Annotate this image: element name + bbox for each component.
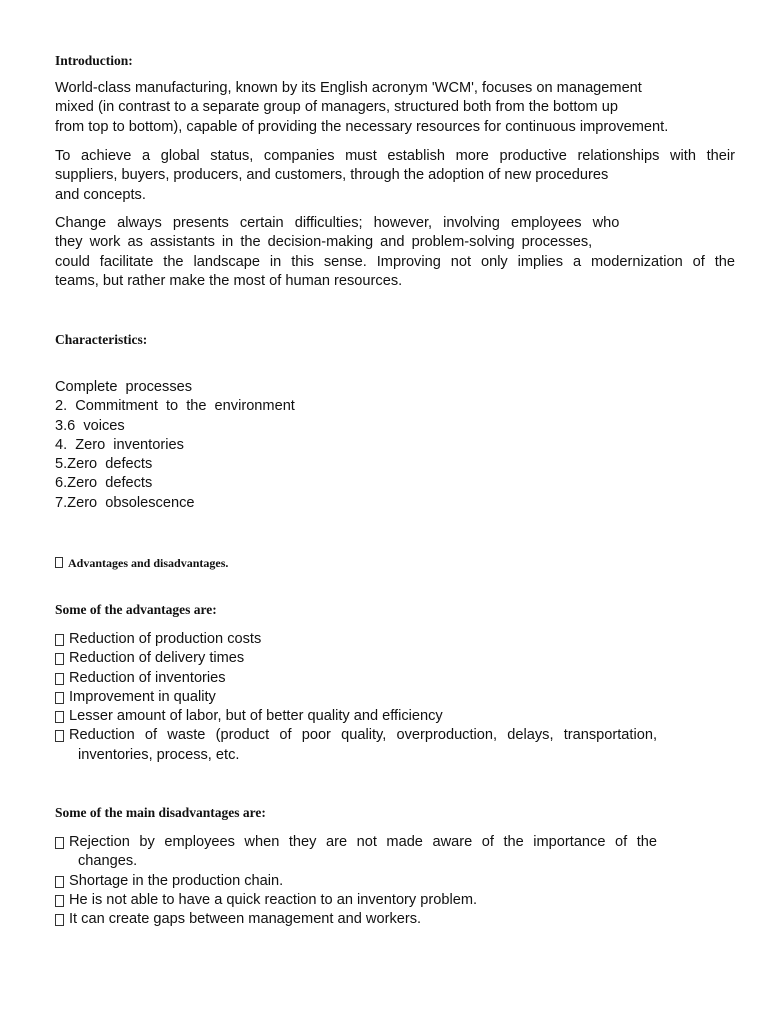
characteristics-heading: Characteristics: bbox=[55, 332, 148, 347]
introduction-heading: Introduction: bbox=[55, 53, 133, 68]
disadvantages-list bbox=[55, 833, 735, 929]
list-item: It can create gaps between management and workers. bbox=[55, 910, 657, 929]
text-line: World-class manufacturing, known by its English acronym 'WCM', focuses on management bbox=[55, 80, 642, 96]
text-line: they work as assistants in the decision-making and problem-solving processes, bbox=[55, 234, 593, 251]
bullet-box-icon bbox=[55, 730, 64, 742]
intro-paragraph-3 bbox=[55, 214, 735, 292]
list-item: Shortage in the production chain. bbox=[55, 872, 657, 891]
characteristics-list bbox=[55, 378, 735, 513]
bullet-box-icon bbox=[55, 895, 64, 907]
list-item: Complete processes bbox=[55, 379, 193, 395]
list-item: Reduction of production costs bbox=[55, 630, 657, 649]
text-line: To achieve a global status, companies must establish more productive relationships with their bbox=[55, 148, 735, 164]
advantages-heading: Some of the advantages are: bbox=[55, 602, 217, 617]
bullet-box-icon bbox=[55, 837, 64, 849]
list-item: Reduction of inventories bbox=[55, 669, 657, 688]
intro-paragraph-2 bbox=[55, 147, 735, 205]
intro-paragraph-1 bbox=[55, 79, 735, 137]
advantages-disadvantages-heading: Advantages and disadvantages. bbox=[55, 555, 228, 571]
text-line: and concepts. bbox=[55, 186, 146, 203]
disadvantages-heading: Some of the main disadvantages are: bbox=[55, 805, 266, 820]
text-line: suppliers, buyers, producers, and customers, through the adoption of new procedures bbox=[55, 167, 609, 184]
bullet-box-icon bbox=[55, 634, 64, 646]
list-item: Reduction of delivery times bbox=[55, 649, 657, 668]
list-item: He is not able to have a quick reaction to an inventory problem. bbox=[55, 891, 657, 910]
bullet-box-icon bbox=[55, 673, 64, 685]
text-line: mixed (in contrast to a separate group of managers, structured both from the bottom up bbox=[55, 99, 618, 116]
bullet-box-icon bbox=[55, 711, 64, 723]
list-item: Lesser amount of labor, but of better quality and efficiency bbox=[55, 707, 657, 726]
list-item: 7.Zero obsolescence bbox=[55, 494, 195, 511]
list-item: 3.6 voices bbox=[55, 417, 125, 434]
list-item: 6.Zero defects bbox=[55, 475, 153, 492]
bullet-box-icon bbox=[55, 557, 63, 568]
bullet-box-icon bbox=[55, 692, 64, 704]
bullet-box-icon bbox=[55, 876, 64, 888]
list-item: Improvement in quality bbox=[55, 688, 657, 707]
bullet-box-icon bbox=[55, 653, 64, 665]
text-line: from top to bottom), capable of providing the necessary resources for continuous improvement. bbox=[55, 118, 669, 135]
advantages-list bbox=[55, 630, 735, 765]
bullet-box-icon bbox=[55, 914, 64, 926]
text-line: could facilitate the landscape in this sense. Improving not only implies a modernization of the bbox=[55, 253, 735, 270]
text-line: teams, but rather make the most of human resources. bbox=[55, 273, 403, 290]
list-item: Rejection by employees when they are not made aware of the importance of the changes. bbox=[55, 833, 657, 872]
list-item: 2. Commitment to the environment bbox=[55, 398, 295, 415]
text-line: Change always presents certain difficulties; however, involving employees who bbox=[55, 215, 620, 231]
list-item: 5.Zero defects bbox=[55, 456, 153, 473]
list-item: 4. Zero inventories bbox=[55, 436, 184, 453]
list-item: Reduction of waste (product of poor quality, overproduction, delays, transportation, inventories, process, etc. bbox=[55, 726, 657, 765]
